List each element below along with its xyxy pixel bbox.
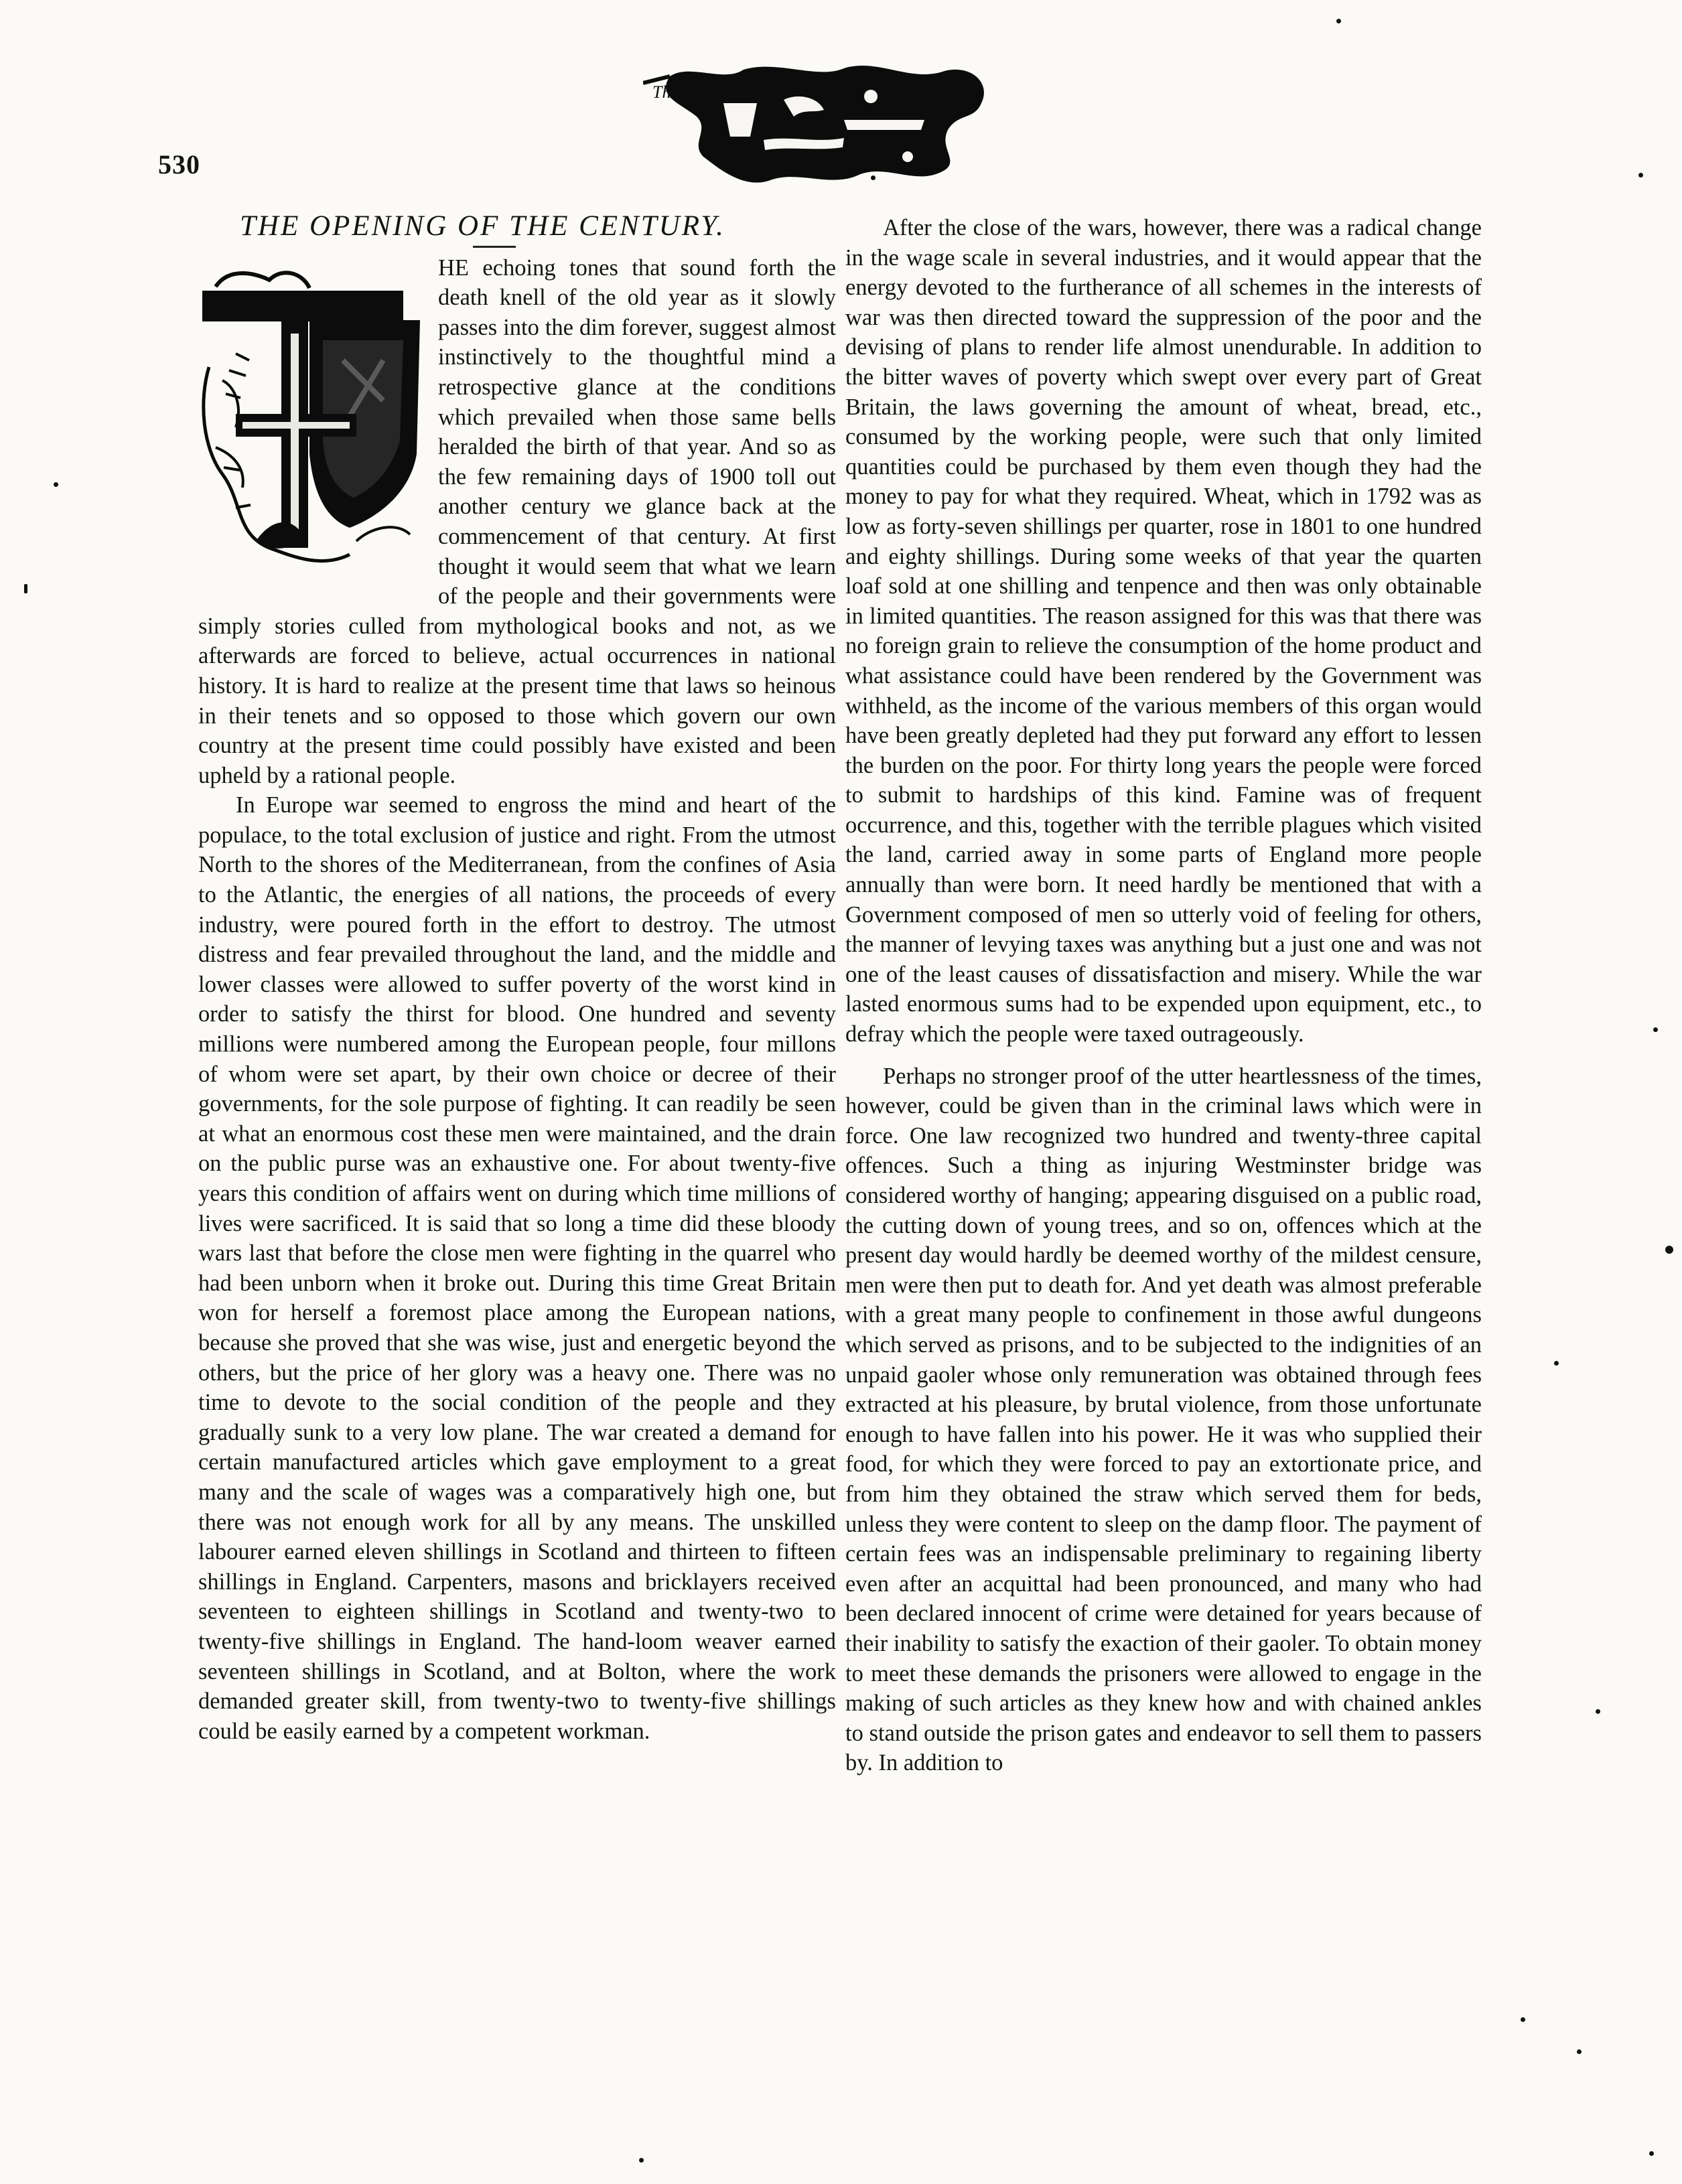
scan-speck	[1554, 1361, 1559, 1366]
scan-speck	[1649, 2151, 1654, 2156]
scan-speck	[1521, 2017, 1525, 2022]
scan-speck	[871, 175, 875, 180]
article-paragraph: In Europe war seemed to engross the mind and heart of the populace, to the total exclusion of justice and right. From the utmost North to the shores of the Mediterranean, from the confines of Asia to the Atlantic, the energies of all nations, the proceeds of every industry, were poured forth in the effort to destroy. The utmost distress and fear prevailed throughout the land, and the middle and lower classes were allowed to suffer poverty of the worst kind in order to satisfy the thirst for blood. One hundred and seventy millions were numbered among the European people, four millons of whom were set apart, by their own choice or decree of their governments, for the sole purpose of fighting. It can readily be seen at what an enormous cost these men were maintained, and the drain on the public purse was an exhaustive one. For about twenty-five years this condition of affairs went on during which time millions of lives were sacrificed. It is said that so long a time did these bloody wars last that before the close men were fighting in the quarrel who had been unborn when it broke out. During this time Great Britain won for herself a foremost place among the European nations, because she proved that she was wise, just and energetic beyond the others, but the price of her glory was a heavy one. There was no time to devote to the social condition of the people and they gradually sunk to a very low plane. The war created a demand for certain manufactured articles which gave employment to a great many and the scale of wages was a comparatively high one, but there was not enough work for all by any means. The unskilled labourer earned eleven shillings in Scotland and thirteen to fifteen shillings in England. Carpenters, masons and bricklayers received seventeen to eighteen shillings in Scotland and twenty-two to twenty-five shillings in England. The hand-loom weaver earned seventeen shillings in Scotland, and at Bolton, where the work demanded greater skill, from twenty-two to twenty-five shillings could be easily earned by a competent workman.	[198, 792, 836, 1744]
scan-speck	[24, 584, 27, 593]
shield-dropcap-icon	[196, 253, 431, 581]
scan-speck	[1577, 2049, 1582, 2054]
scan-speck	[54, 482, 58, 487]
article-paragraph: HE echoing tones that sound forth the death knell of the old year as it slowly passes into the dim forever, suggest almost instinctively to the thoughtful mind a retrospective glance at the conditions which prevailed when those same bells heralded the birth of that year. And so as the few remaining days of 1900 toll out another century we glance back at the commencement of that century. At first thought it would seem that what we learn of the people and their governments were simply stories culled from mythological books and not, as we afterwards are forced to believe, actual occurrences in national history. It is hard to realize at the present time that laws so heinous in their tenets and so opposed to those which govern our own country at the present time could possibly have existed and been upheld by a rational people.	[198, 254, 836, 788]
article-paragraph: After the close of the wars, however, there was a radical change in the wage scale in several industries, and it would appear that the energy devoted to the furtherance of all schemes in the interests of war was then directed toward the suppression of the poor and the devising of plans to render life almost unendurable. In addition to the bitter waves of poverty which swept over every part of Great Britain, the laws governing the amount of wheat, bread, etc., consumed by the working people, were such that only limited quantities could be purchased by them even though they had the money to pay for what they required. Wheat, which in 1792 was as low as forty-seven shillings per quarter, rose in 1801 to one hundred and eighty shillings. During some weeks of that year the quarten loaf sold at one shilling and tenpence and then was only obtainable in limited quantities. The reason assigned for this was that there was no foreign grain to relieve the consumption of the home product and what assistance could have been rendered by the Government was withheld, as the income of the various members of this organ would have been greatly depleted had they put forward any effort to lessen the burden on the poor. For thirty long years the people were forced to submit to hardships of this kind. Famine was of frequent occurrence, and this, together with the terrible plagues which visited the land, carried away in some parts of England more people annually than were born. It need hardly be mentioned that with a Government composed of men so utterly void of feeling for others, the manner of levying taxes was anything but a just one and was not one of the least causes of dissatisfaction and misery. While the war lasted enormous sums had to be expended upon equipment, etc., to defray which the people were taxed outrageously.	[845, 215, 1482, 1047]
scan-speck	[639, 2158, 644, 2163]
masthead-logo	[643, 56, 1005, 197]
title-divider	[473, 246, 516, 248]
article-title: THE OPENING OF THE CENTURY.	[240, 210, 725, 242]
page-number: 530	[158, 149, 200, 179]
article-paragraph: Perhaps no stronger proof of the utter heartlessness of the times, however, could be given than in the criminal laws which were in force. One law recognized two hundred and twenty-three capital offences. Such a thing as injuring Westminster bridge was considered worthy of hanging; appearing disguised on a public road, the cutting down of young trees, and so on, offences which at the present day would hardly be deemed worthy of the mildest censure, men were then put to death for. And yet death was almost preferable with a great many people to confinement in those awful dungeons which served as prisons, and to be subjected to the indignities of an unpaid gaoler whose only remuneration was obtained through fees extracted at his pleasure, by brutal violence, from those unfortunate enough to have fallen into his power. He it was who supplied their food, for which they were forced to pay an extortionate price, and from him they obtained the straw which served them for beds, unless they were content to sleep on the damp floor. The payment of certain fees was an indispensable preliminary to regaining liberty even after an acquittal had been pronounced, and many who had been declared innocent of crime were detained for years because of their inability to satisfy the exaction of their gaoler. To obtain money to meet these demands the prisoners were allowed to engage in the making of such articles as they knew how and with chained ankles to stand outside the prison gates and endeavor to sell them to passers by. In addition to	[845, 1063, 1482, 1776]
dropcap-illustration	[196, 253, 431, 581]
scan-speck	[1665, 1246, 1673, 1254]
scan-speck	[1653, 1027, 1658, 1032]
svg-text:The: The	[652, 82, 679, 102]
article-left-column	[198, 212, 836, 1746]
scan-speck	[1336, 19, 1341, 23]
scan-speck	[1596, 1709, 1600, 1714]
article-right-column	[845, 213, 1482, 1778]
scan-speck	[1638, 173, 1643, 177]
